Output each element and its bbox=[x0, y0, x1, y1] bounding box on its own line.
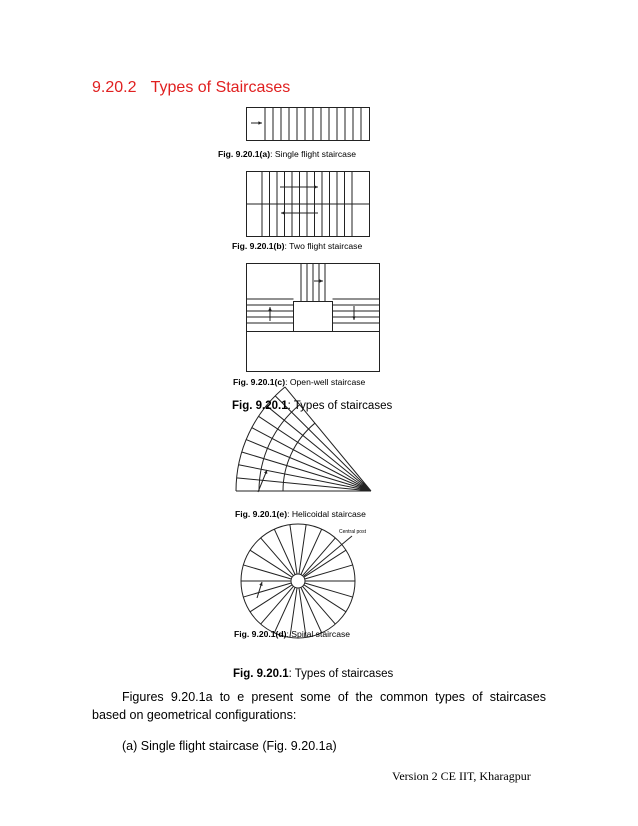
caption-fig-e: Fig. 9.20.1(e): Helicoidal staircase bbox=[235, 509, 366, 519]
figure-c-open-well bbox=[247, 264, 380, 372]
caption-fig-a: Fig. 9.20.1(a): Single flight staircase bbox=[218, 149, 357, 159]
section-number: 9.20.2 bbox=[92, 79, 137, 96]
caption-group-1: Fig. 9.20.1: Types of staircases bbox=[232, 400, 393, 412]
caption-fig-c: Fig. 9.20.1(c): Open-well staircase bbox=[233, 377, 366, 387]
figure-b-two-flight bbox=[247, 172, 370, 237]
caption-fig-b: Fig. 9.20.1(b): Two flight staircase bbox=[232, 241, 363, 251]
page-footer: Version 2 CE IIT, Kharagpur bbox=[392, 769, 531, 783]
body-paragraph-line-1: Figures 9.20.1a to e present some of the common types of staircases bbox=[122, 690, 546, 704]
caption-group-2: Fig. 9.20.1: Types of staircases bbox=[233, 668, 394, 680]
figure-d-spiral bbox=[241, 524, 355, 638]
list-item-a: (a) Single flight staircase (Fig. 9.20.1a) bbox=[122, 739, 337, 753]
caption-fig-d: Fig. 9.20.1(d): Spiral staircase bbox=[234, 629, 351, 639]
section-title: Types of Staircases bbox=[150, 79, 291, 96]
label-central-post: Central post bbox=[339, 529, 366, 535]
figure-a-single-flight bbox=[247, 108, 370, 141]
body-paragraph-line-2: based on geometrical configurations: bbox=[92, 708, 297, 722]
